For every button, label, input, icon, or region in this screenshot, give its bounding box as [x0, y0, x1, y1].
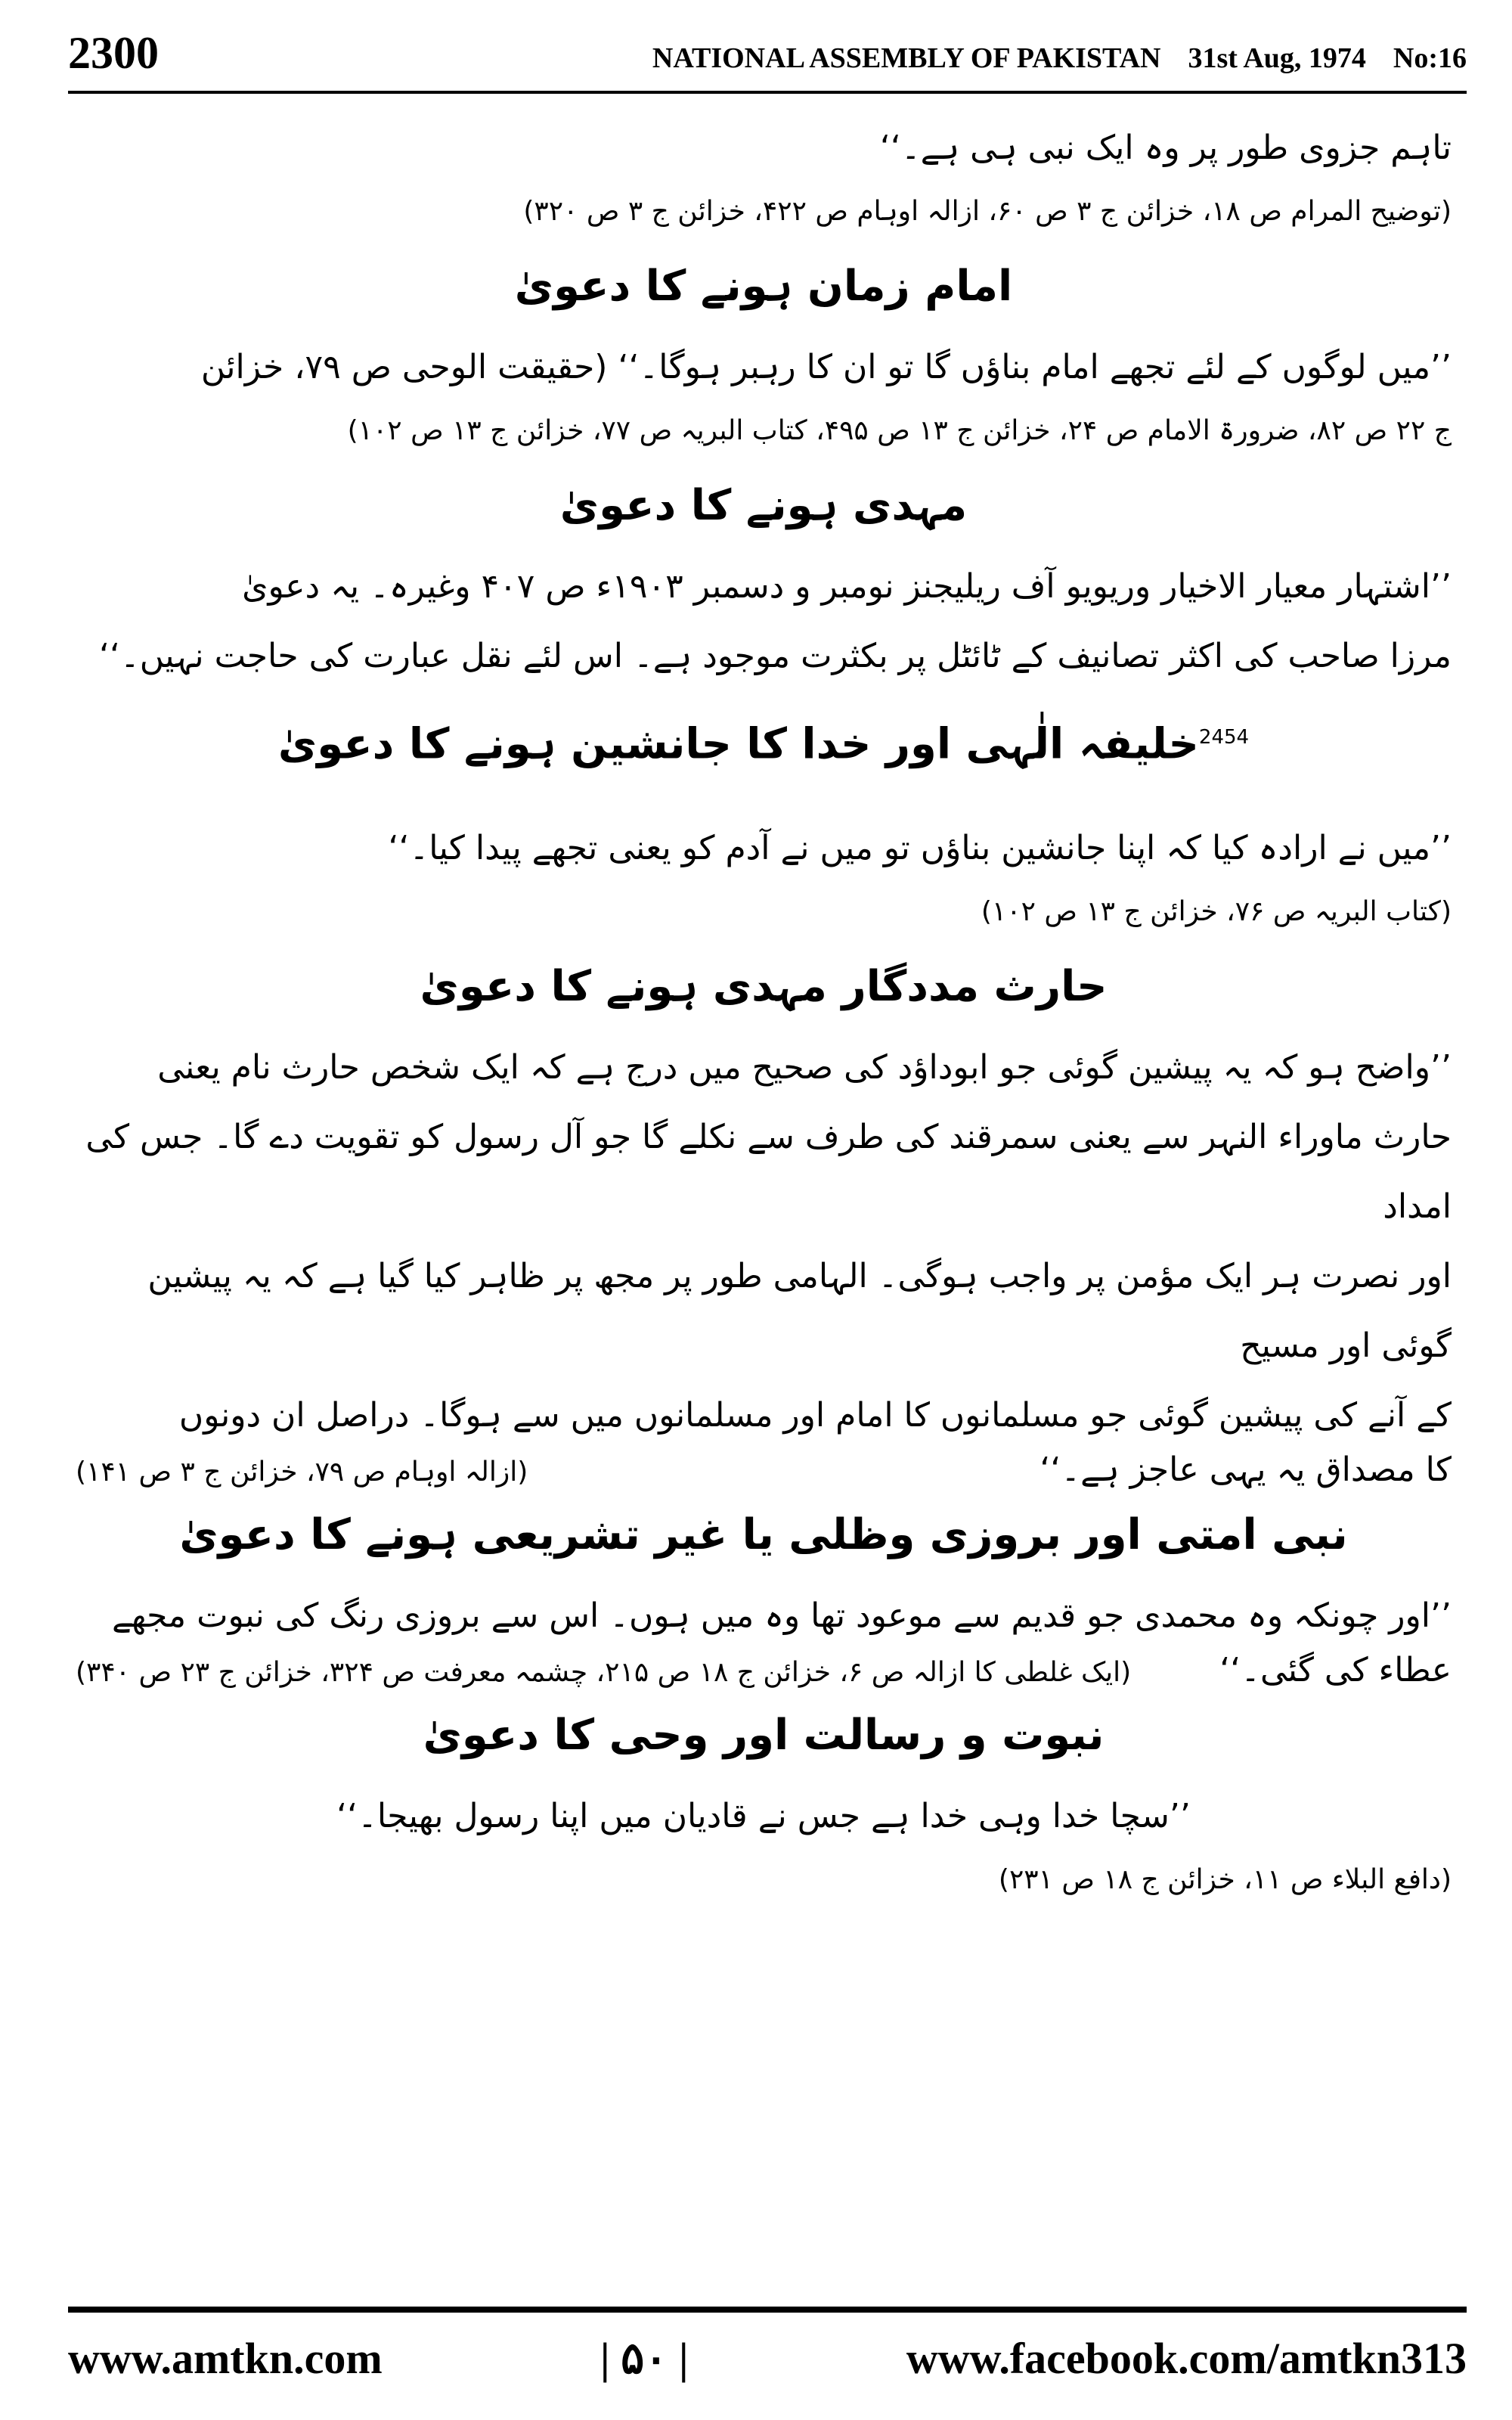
- section-heading-imam: امام زمان ہونے کا دعویٰ: [514, 262, 1013, 311]
- quote-line: ’’سچا خدا وہی خدا ہے جس نے قادیان میں اپنا رسول بھیجا۔‘‘: [336, 1796, 1191, 1835]
- section-heading-nabi: نبی امتی اور بروزی وظلی یا غیر تشریعی ہونے کا دعویٰ: [179, 1509, 1348, 1559]
- section-heading-khalifa: [76, 696, 1452, 786]
- footnote-marker: 2454: [1198, 726, 1250, 749]
- text-line: ’’واضح ہو کہ یہ پیشین گوئی جو ابوداؤد کی صحیح میں درج ہے کہ ایک شخص حارث نام یعنی: [157, 1047, 1452, 1087]
- header-issue: No:16: [1393, 42, 1467, 74]
- text-line: تاہم جزوی طور پر وہ ایک نبی ہی ہے۔‘‘: [879, 129, 1452, 167]
- header-title: NATIONAL ASSEMBLY OF PAKISTAN: [652, 42, 1161, 74]
- reference-line: (ایک غلطی کا ازالہ ص ۶، خزائن ج ۱۸ ص ۲۱۵، چشمہ معرفت ص ۳۲۴، خزائن ج ۲۳ ص ۳۴۰): [76, 1656, 1132, 1688]
- website-link[interactable]: www.amtkn.com: [68, 2334, 383, 2383]
- text-line: ’’اور چونکہ وہ محمدی جو قدیم سے موعود تھا وہ میں ہوں۔ اس سے بروزی رنگ کی نبوت مجھے: [112, 1596, 1452, 1635]
- footer-page-number: | ۵۰ |: [600, 2334, 689, 2383]
- footer-rule: [68, 2307, 1467, 2313]
- facebook-link[interactable]: www.facebook.com/amtkn313: [906, 2334, 1467, 2383]
- reference-line: ج ۲۲ ص ۸۲، ضرورۃ الامام ص ۲۴، خزائن ج ۱۳ ص ۴۹۵، کتاب البریہ ص ۷۷، خزائن ج ۱۳ ص ۱۰۲): [347, 415, 1452, 446]
- section-heading-nabuwwat: نبوت و رسالت اور وحی کا دعویٰ: [423, 1710, 1105, 1760]
- reference-line: (دافع البلاء ص ۱۱، خزائن ج ۱۸ ص ۲۳۱): [998, 1863, 1452, 1895]
- quote-end-with-reference: [76, 1450, 1452, 1489]
- heading-text: خلیفہ الٰہی اور خدا کا جانشین ہونے کا دعویٰ: [277, 719, 1199, 769]
- text-line: مرزا صاحب کی اکثر تصانیف کے ٹائٹل پر بکثرت موجود ہے۔ اس لئے نقل عبارت کی حاجت نہیں۔‘‘: [99, 637, 1452, 675]
- text-line: کے آنے کی پیشین گوئی جو مسلمانوں کا امام اور مسلمانوں میں سے ہوگا۔ دراصل ان دونوں: [178, 1395, 1452, 1435]
- text-line: حارث ماوراء النہر سے یعنی سمرقند کی طرف سے نکلے گا جو آل رسول کو تقویت دے گا۔ جس کی امداد: [85, 1117, 1452, 1226]
- text-line: ’’اشتہار معیار الاخیار وریویو آف ریلیجنز نومبر و دسمبر ۱۹۰۳ء ص ۴۰۷ وغیرہ۔ یہ دعویٰ: [242, 567, 1452, 606]
- footer: [68, 2334, 1467, 2383]
- document-body: [76, 113, 1452, 1909]
- reference-line: (ازالہ اوہام ص ۷۹، خزائن ج ۳ ص ۱۴۱): [76, 1456, 528, 1488]
- text-line: عطاء کی گئی۔‘‘: [1219, 1650, 1452, 1689]
- header-date: 31st Aug, 1974: [1188, 42, 1366, 74]
- quote-line: ’’میں لوگوں کے لئے تجھے امام بناؤں گا تو ان کا رہبر ہوگا۔‘‘ (حقیقت الوحی ص ۷۹، خزائن: [200, 348, 1452, 386]
- quote-line: ’’میں نے ارادہ کیا کہ اپنا جانشین بناؤں تو میں نے آدم کو یعنی تجھے پیدا کیا۔‘‘: [388, 828, 1452, 867]
- running-header: [625, 44, 1467, 73]
- section-heading-haris: حارث مددگار مہدی ہونے کا دعویٰ: [420, 961, 1108, 1011]
- page-number: 2300: [68, 28, 159, 78]
- section-heading-mahdi: مہدی ہونے کا دعویٰ: [559, 481, 968, 530]
- text-line: کا مصداق یہ یہی عاجز ہے۔‘‘: [1040, 1450, 1452, 1489]
- quote-end-with-reference: [76, 1651, 1452, 1689]
- header-rule: [68, 91, 1467, 94]
- reference-line: (توضیح المرام ص ۱۸، خزائن ج ۳ ص ۶۰، ازالہ اوہام ص ۴۲۲، خزائن ج ۳ ص ۳۲۰): [523, 196, 1452, 227]
- reference-line: (کتاب البریہ ص ۷۶، خزائن ج ۱۳ ص ۱۰۲): [981, 895, 1452, 927]
- text-line: اور نصرت ہر ایک مؤمن پر واجب ہوگی۔ الہامی طور پر مجھ پر ظاہر کیا گیا ہے کہ یہ پیشین گوئی اور مسیح: [147, 1256, 1452, 1365]
